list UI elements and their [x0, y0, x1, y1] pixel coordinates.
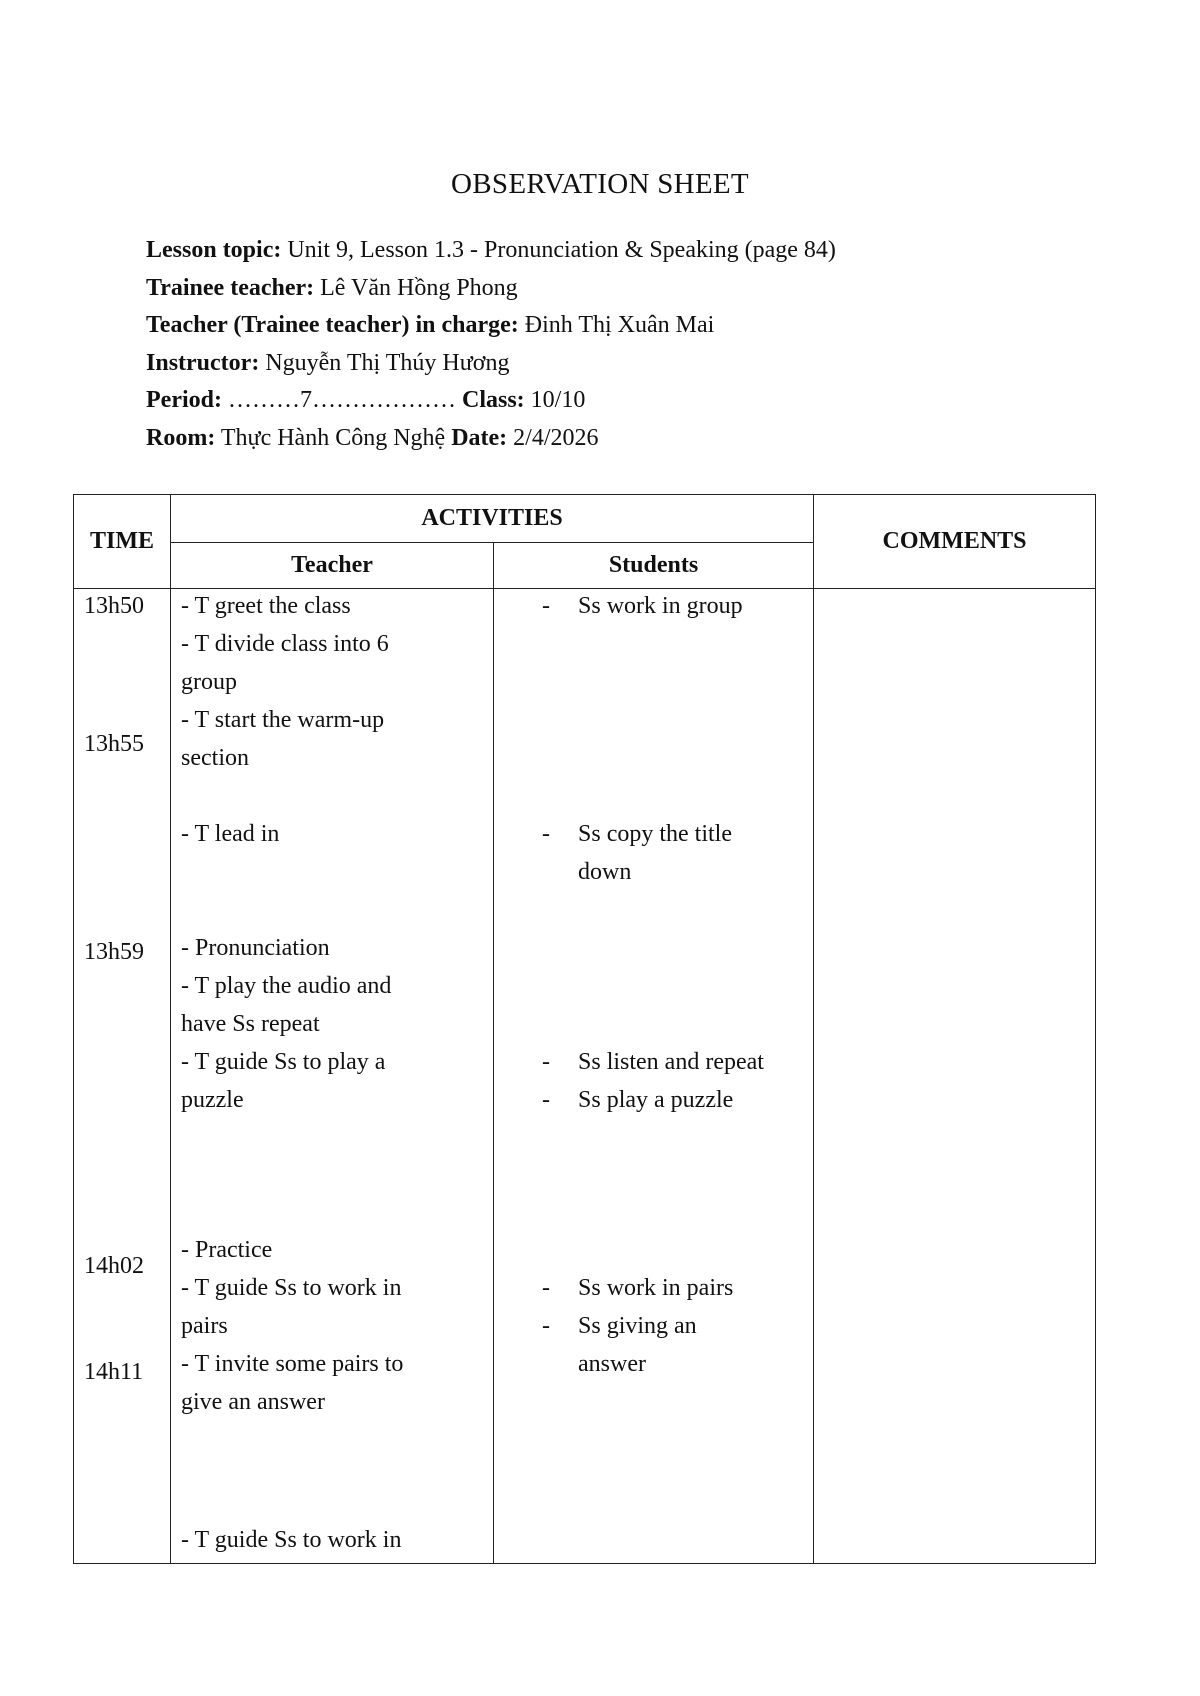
teacher-in-charge-label: Teacher (Trainee teacher) in charge: [146, 312, 519, 338]
teacher-line: - Practice [181, 1237, 273, 1263]
teacher-line: - T guide Ss to play a [181, 1049, 386, 1075]
teacher-column [171, 589, 494, 1564]
teacher-line: section [181, 745, 249, 771]
room-value: Thực Hành Công Nghệ [215, 424, 452, 451]
teacher-line: - T play the audio and [181, 973, 392, 999]
teacher-line: - Pronunciation [181, 935, 330, 961]
student-line: answer [578, 1351, 646, 1377]
bullet-dash: - [542, 593, 550, 619]
lesson-topic-line [146, 232, 836, 270]
student-line: Ss listen and repeat [578, 1049, 764, 1075]
teacher-in-charge-line [146, 307, 836, 345]
lesson-topic-value: Unit 9, Lesson 1.3 - Pronunciation & Speaking (page 84) [281, 237, 836, 263]
teacher-line: - T invite some pairs to [181, 1351, 404, 1377]
student-line: Ss work in pairs [578, 1275, 734, 1301]
header-comments: COMMENTS [814, 495, 1096, 589]
time-entry: 14h02 [84, 1253, 144, 1279]
teacher-line: pairs [181, 1313, 228, 1339]
header-teacher: Teacher [171, 542, 494, 589]
teacher-line: - T guide Ss to work in [181, 1275, 402, 1301]
time-entry: 13h50 [84, 593, 144, 619]
page-title: OBSERVATION SHEET [451, 168, 749, 200]
instructor-value: Nguyễn Thị Thúy Hương [259, 349, 510, 376]
period-class-line [146, 382, 836, 420]
lesson-topic-label: Lesson topic: [146, 237, 282, 263]
header-time: TIME [74, 495, 171, 589]
teacher-line: - T lead in [181, 821, 280, 847]
bullet-dash: - [542, 1313, 550, 1339]
teacher-in-charge-value: Đinh Thị Xuân Mai [518, 312, 715, 338]
header-students: Students [494, 542, 814, 589]
teacher-line: - T start the warm-up [181, 707, 385, 733]
student-line: Ss work in group [578, 593, 743, 619]
bullet-dash: - [542, 821, 550, 847]
teacher-line: give an answer [181, 1389, 325, 1415]
period-value: ………7……………… [221, 387, 462, 413]
teacher-line: group [181, 669, 237, 695]
date-label: Date: [451, 424, 508, 451]
time-column [74, 589, 171, 1564]
teacher-line: have Ss repeat [181, 1011, 320, 1037]
student-line: Ss giving an [578, 1313, 697, 1339]
date-value: 2/4/2026 [507, 424, 599, 451]
observation-table [73, 494, 1096, 1564]
comments-column [814, 589, 1096, 1564]
time-entry: 13h55 [84, 731, 144, 757]
students-column [494, 589, 814, 1564]
student-line: Ss copy the title [578, 821, 732, 847]
teacher-line: - T greet the class [181, 593, 351, 619]
time-entry: 13h59 [84, 939, 144, 965]
trainee-teacher-line [146, 270, 836, 308]
bullet-dash: - [542, 1275, 550, 1301]
bullet-dash: - [542, 1087, 550, 1113]
teacher-line: - T divide class into 6 [181, 631, 389, 657]
student-line: Ss play a puzzle [578, 1087, 734, 1113]
teacher-line: puzzle [181, 1087, 244, 1113]
instructor-line [146, 345, 836, 383]
class-value: 10/10 [524, 387, 586, 413]
instructor-label: Instructor: [146, 349, 260, 376]
class-label: Class: [461, 387, 525, 413]
bullet-dash: - [542, 1049, 550, 1075]
teacher-line: - T guide Ss to work in [181, 1527, 402, 1553]
room-date-line [146, 420, 836, 458]
time-entry: 14h11 [84, 1359, 144, 1385]
header-activities: ACTIVITIES [171, 495, 814, 543]
trainee-teacher-label: Trainee teacher: [146, 274, 315, 301]
student-line: down [578, 859, 632, 885]
period-label: Period: [146, 387, 222, 413]
room-label: Room: [146, 424, 216, 451]
trainee-teacher-value: Lê Văn Hồng Phong [314, 274, 518, 301]
lesson-info [146, 232, 836, 457]
